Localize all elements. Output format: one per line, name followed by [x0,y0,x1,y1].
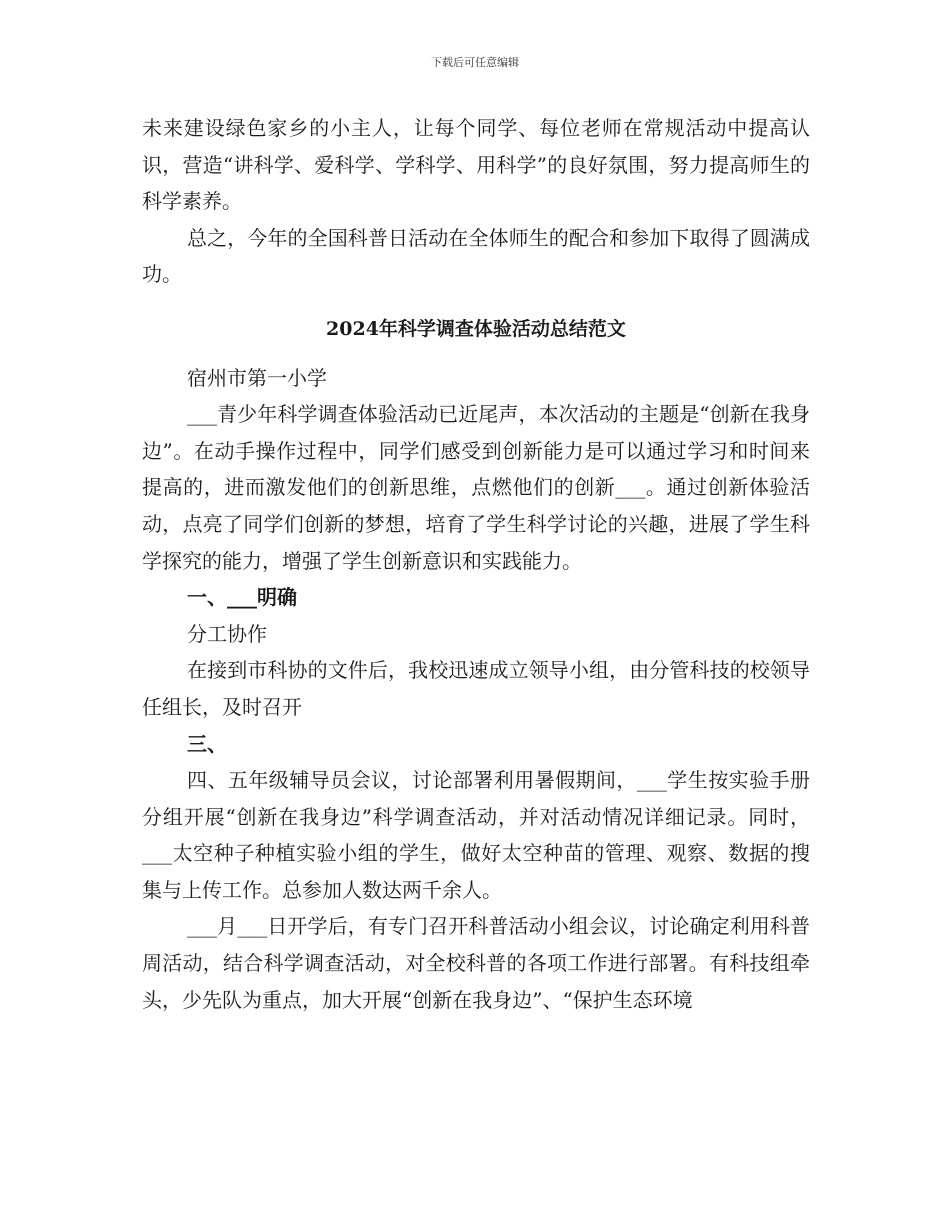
paragraph-organization: 在接到市科协的文件后，我校迅速成立领导小组，由分管科技的校领导任组长，及时召开 [142,658,810,719]
paragraph-intro: ___青少年科学调查体验活动已近尾声，本次活动的主题是“创新在我身边”。在动手操作过程中，同学们感受到创新能力是可以通过学习和时间来提高的，进而激发他们的创新思维，点燃他们的创新___。通过创新体验活动，点亮了同学们创新的梦想，培育了学生科学讨论的兴趣，进展了学生科学探究的能力，增强了学生创新意识和实践能力。 [142,402,810,573]
section-heading-3: 三、 [187,731,227,756]
school-name: 宿州市第一小学 [187,365,327,390]
document-title: 2024年科学调查体验活动总结范文 [326,317,626,340]
page-header-note: 下载后可任意编辑 [431,56,519,69]
section-heading-1: 一、___明确 [187,585,297,610]
paragraph-meeting: 四、五年级辅导员会议，讨论部署利用暑假期间，___学生按实验手册分组开展“创新在我身边”科学调查活动，并对活动情况详细记录。同时，___太空种子种植实验小组的学生，做好太空种苗的管理、观察、数据的搜集与上传工作。总参加人数达两千余人。 [142,768,810,902]
paragraph-school-start: ___月___日开学后，有专门召开科普活动小组会议，讨论确定利用科普周活动，结合科学调查活动，对全校科普的各项工作进行部署。有科技组牵头，少先队为重点，加大开展“创新在我身边”、“保护生态环境 [142,914,810,1012]
paragraph-continuation: 未来建设绿色家乡的小主人，让每个同学、每位老师在常规活动中提高认识，营造“讲科学、爱科学、学科学、用科学”的良好氛围，努力提高师生的科学素养。 [142,116,810,214]
document-body [142,110,810,1018]
paragraph-conclusion: 总之，今年的全国科普日活动在全体师生的配合和参加下取得了圆满成功。 [142,225,810,287]
subheading-division: 分工协作 [187,621,267,646]
